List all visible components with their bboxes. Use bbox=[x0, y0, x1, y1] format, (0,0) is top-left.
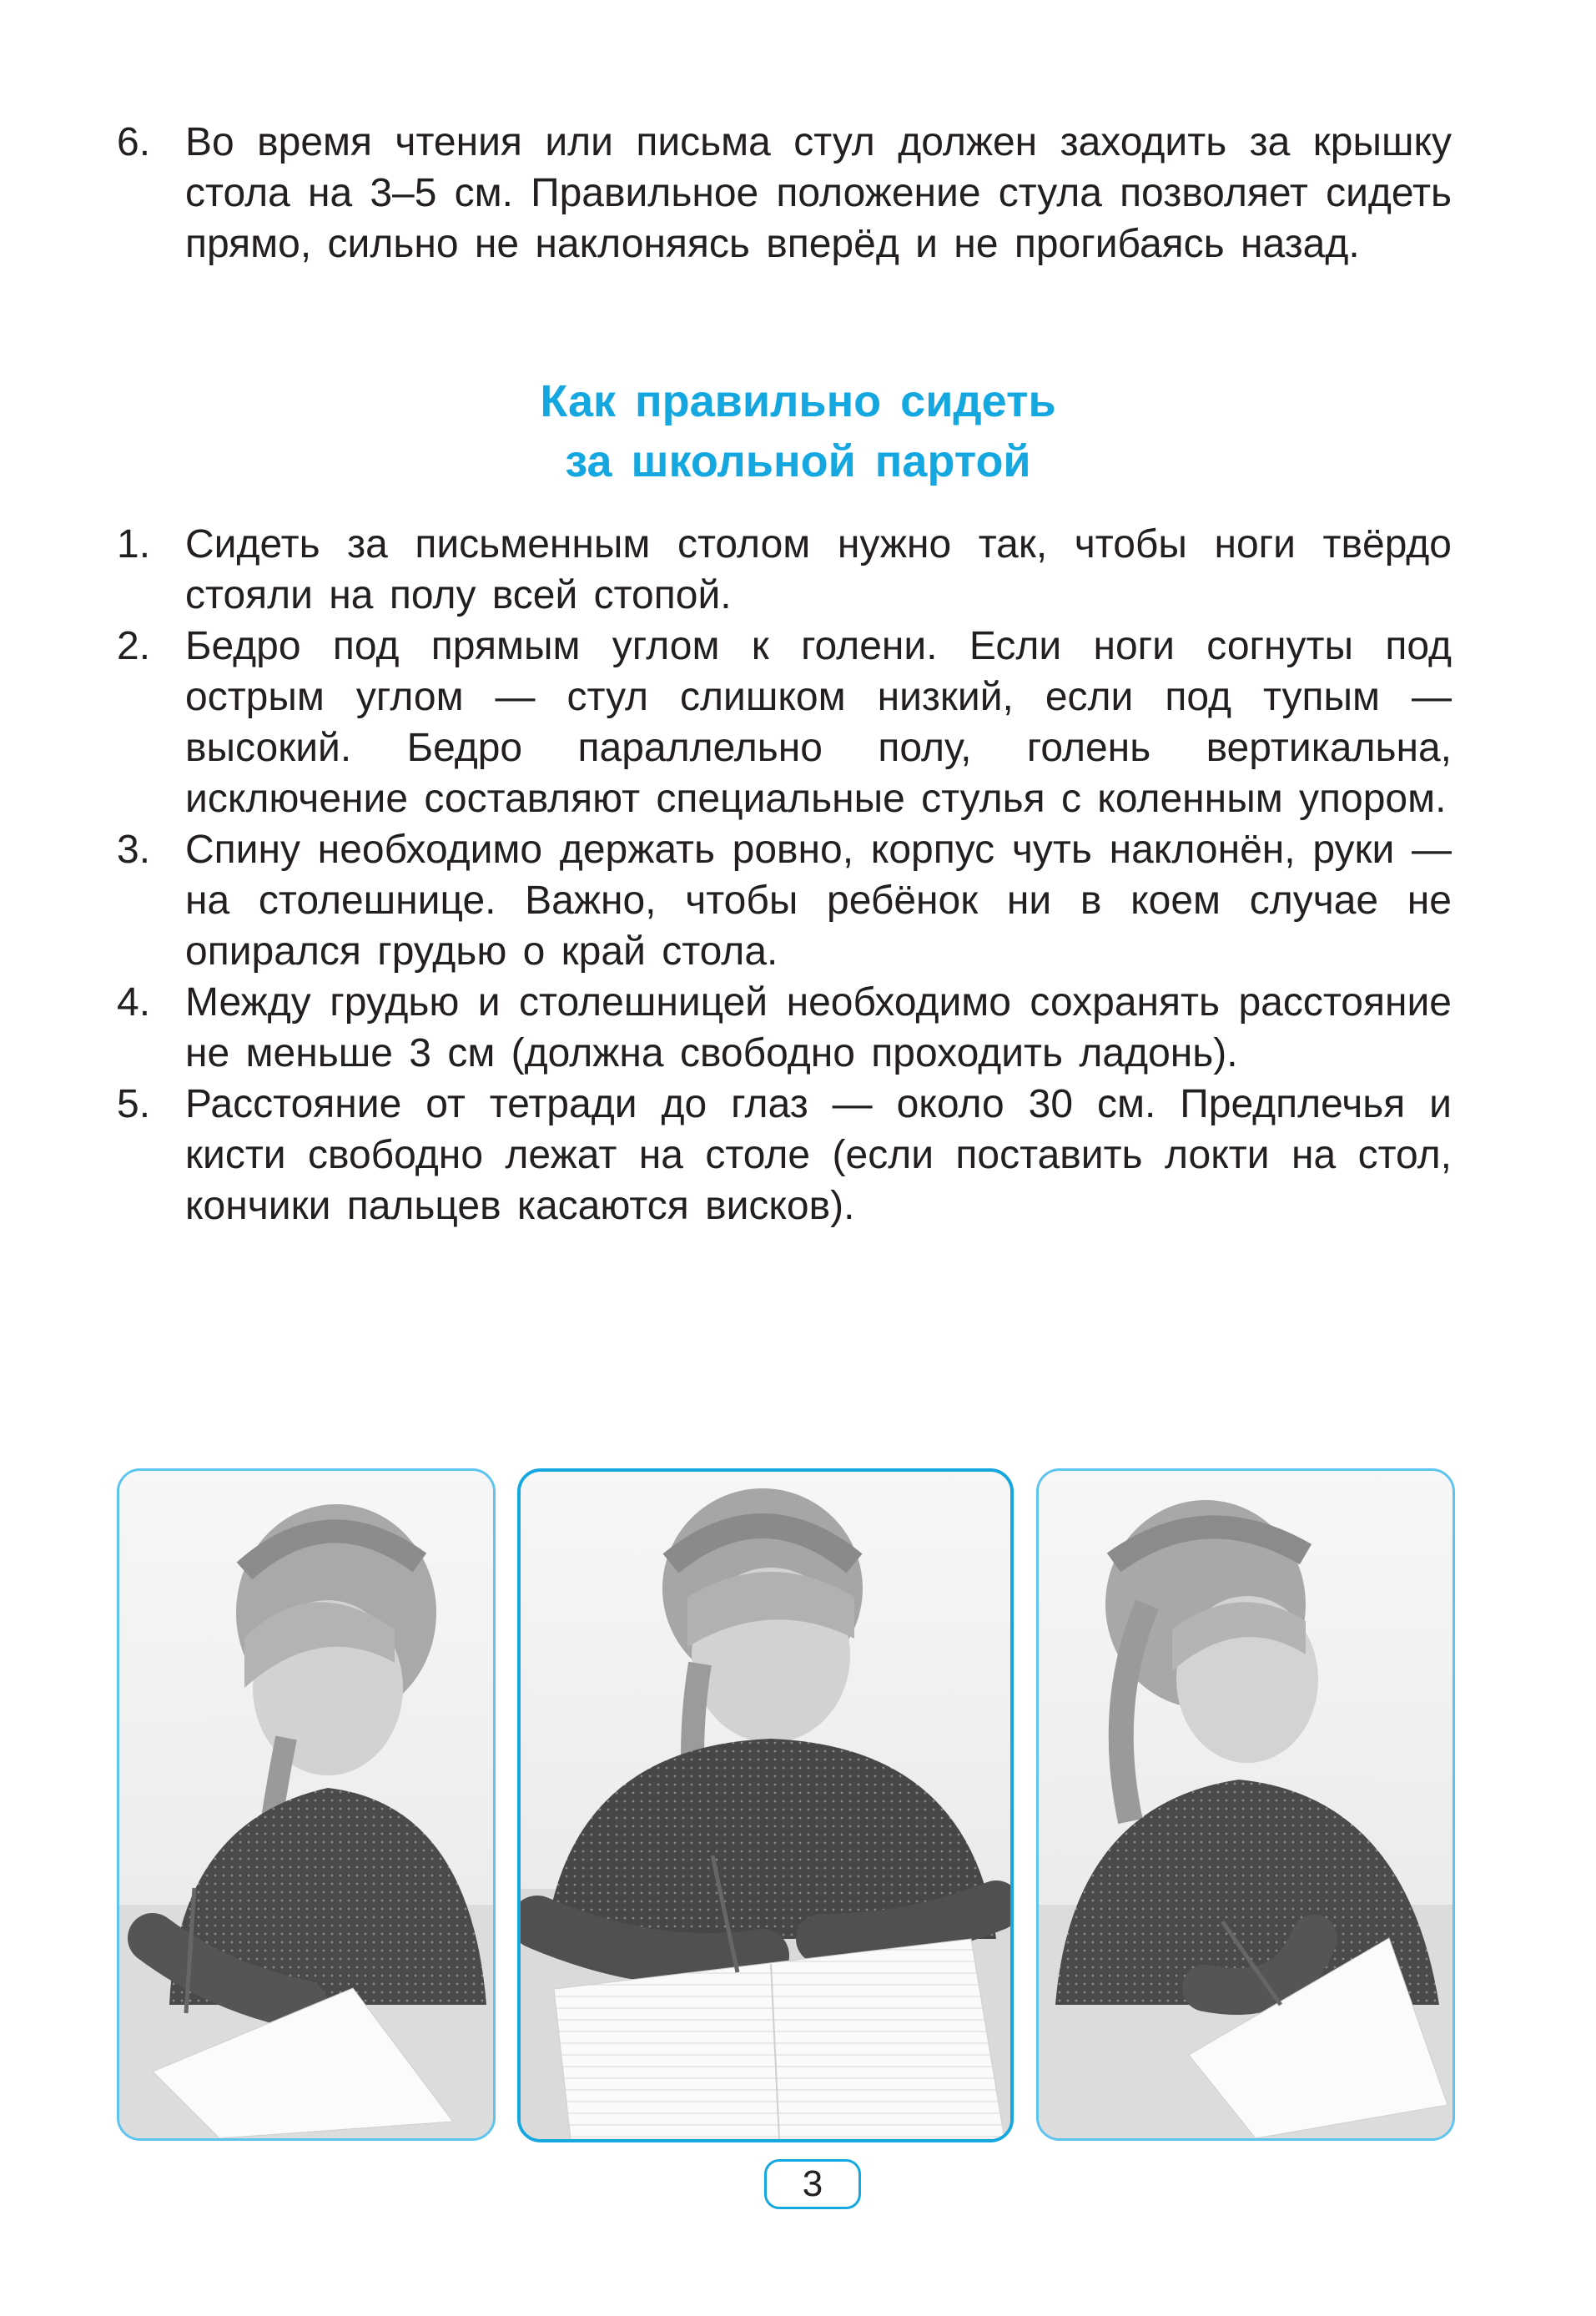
item-text: Расстояние от тетради до глаз — около 30 см. Предплечья и кисти свободно лежат на столе (если поставить локти на стол, кончики пальцев касаются висков). bbox=[185, 1082, 1452, 1228]
heading-line-1: Как правильно сидеть bbox=[540, 376, 1056, 426]
item-number: 4. bbox=[117, 980, 151, 1025]
heading-line-2: за школьной партой bbox=[565, 436, 1031, 486]
list-item bbox=[117, 977, 1452, 1079]
item-number: 1. bbox=[117, 522, 151, 566]
list-item bbox=[117, 621, 1452, 824]
photo-front-view bbox=[517, 1468, 1014, 2142]
photo-right-view bbox=[1036, 1468, 1455, 2141]
item-number: 3. bbox=[117, 828, 151, 872]
section-heading bbox=[0, 371, 1596, 491]
list-item bbox=[117, 117, 1452, 269]
photo-left-view bbox=[117, 1468, 496, 2141]
page-number bbox=[764, 2159, 861, 2209]
intro-list bbox=[117, 117, 1452, 269]
girl-writing-illustration bbox=[1039, 1471, 1453, 2138]
rules-list bbox=[117, 519, 1452, 1231]
item-text: Спину необходимо держать ровно, корпус чуть наклонён, руки — на столешнице. Важно, чтобы ребёнок ни в коем случае не опирался грудью о край стола. bbox=[185, 828, 1452, 974]
item-number: 2. bbox=[117, 624, 151, 668]
page-number-label: 3 bbox=[802, 2163, 823, 2204]
girl-writing-illustration bbox=[119, 1471, 493, 2138]
item-number: 6. bbox=[117, 120, 151, 164]
item-text: Сидеть за письменным столом нужно так, чтобы ноги твёрдо стояли на полу всей стопой. bbox=[185, 522, 1452, 617]
list-item bbox=[117, 1079, 1452, 1231]
list-item bbox=[117, 519, 1452, 621]
item-text: Во время чтения или письма стул должен заходить за крышку стола на 3–5 см. Правильное положение стула позволяет сидеть прямо, сильно не наклоняясь вперёд и не прогибаясь назад. bbox=[185, 120, 1452, 266]
list-item bbox=[117, 824, 1452, 977]
item-text: Бедро под прямым углом к голени. Если ноги согнуты под острым углом — стул слишком низкий, если под тупым — высокий. Бедро параллельно полу, голень вертикальна, исключение составляют специальные стулья с коленным упором. bbox=[185, 624, 1452, 821]
item-text: Между грудью и столешницей необходимо сохранять расстояние не меньше 3 см (должна свободно проходить ладонь). bbox=[185, 980, 1452, 1075]
item-number: 5. bbox=[117, 1082, 151, 1126]
girl-writing-illustration bbox=[521, 1472, 1010, 2139]
